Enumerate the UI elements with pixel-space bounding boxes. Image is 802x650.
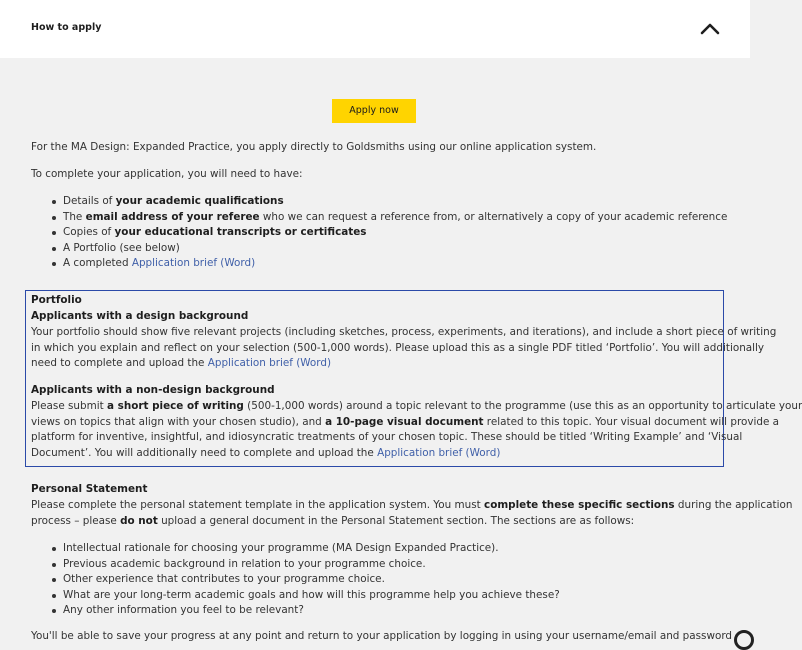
personal-statement-heading: Personal Statement xyxy=(31,483,148,495)
non-design-background-heading: Applicants with a non-design background xyxy=(31,384,275,396)
application-brief-link[interactable]: Application brief (Word) xyxy=(131,257,256,269)
list-item: Intellectual rationale for choosing your programme (MA Design Expanded Practice). xyxy=(51,541,560,557)
list-item: Any other information you feel to be relevant? xyxy=(51,603,560,619)
design-text-line: need to complete and upload the Application brief (Word) xyxy=(31,357,332,369)
non-design-text-line: platform for inventive, insightful, and idiosyncratic treatments of your chosen topic. These should be titled ‘Writing Example’ and ‘Visual xyxy=(31,431,743,443)
non-design-text-line: views on topics that align with your chosen studio), and a 10-page visual document related to this topic. Your visual document will provide a xyxy=(31,415,780,428)
list-item: Copies of your educational transcripts or certificates xyxy=(51,225,727,241)
statement-text-line: process – please do not upload a general document in the Personal Statement section. The sections are as follows: xyxy=(31,514,635,527)
application-brief-link[interactable]: Application brief (Word) xyxy=(207,357,332,369)
intro-text: For the MA Design: Expanded Practice, you apply directly to Goldsmiths using our online application system. xyxy=(31,141,597,153)
chevron-up-icon[interactable] xyxy=(699,18,721,40)
apply-now-button[interactable]: Apply now xyxy=(332,99,416,123)
application-brief-link[interactable]: Application brief (Word) xyxy=(377,446,501,459)
requirements-list xyxy=(51,194,727,272)
list-item: The email address of your referee who we can request a reference from, or alternatively a copy of your academic reference xyxy=(51,210,727,226)
portfolio-heading: Portfolio xyxy=(31,294,82,306)
non-design-text-line: Document’. You will additionally need to complete and upload the Application brief (Word) xyxy=(31,446,501,459)
statement-text-line: Please complete the personal statement template in the application system. You must complete these specific sections during the application xyxy=(31,499,793,511)
list-item: What are your long-term academic goals and how will this programme help you achieve these? xyxy=(51,588,560,604)
accordion-title: How to apply xyxy=(31,22,102,33)
list-item: A completed Application brief (Word) xyxy=(51,256,727,272)
save-progress-note: You'll be able to save your progress at any point and return to your application by logging in using your username/email and password xyxy=(31,630,733,642)
list-item: Details of your academic qualifications xyxy=(51,194,727,210)
design-text-line: Your portfolio should show five relevant projects (including sketches, process, experiments, and iterations), and include a short piece of writing xyxy=(31,326,777,338)
statement-sections-list xyxy=(51,541,560,619)
design-background-heading: Applicants with a design background xyxy=(31,310,249,322)
design-text-line: in which you explain and reflect on your selection (500-1,000 words). Please upload this as a single PDF titled ‘Portfolio’. You will additionally xyxy=(31,341,765,354)
list-item: Previous academic background in relation to your programme choice. xyxy=(51,557,560,573)
portfolio-section xyxy=(25,290,802,467)
list-item: A Portfolio (see below) xyxy=(51,241,727,257)
list-item: Other experience that contributes to your programme choice. xyxy=(51,572,560,588)
accordion-header[interactable] xyxy=(0,0,750,58)
requirements-intro: To complete your application, you will need to have: xyxy=(31,168,303,180)
help-widget-icon[interactable] xyxy=(734,630,754,650)
non-design-text-line: Please submit a short piece of writing (500-1,000 words) around a topic relevant to the programme (use this as an opportunity to articulate your xyxy=(31,400,802,412)
